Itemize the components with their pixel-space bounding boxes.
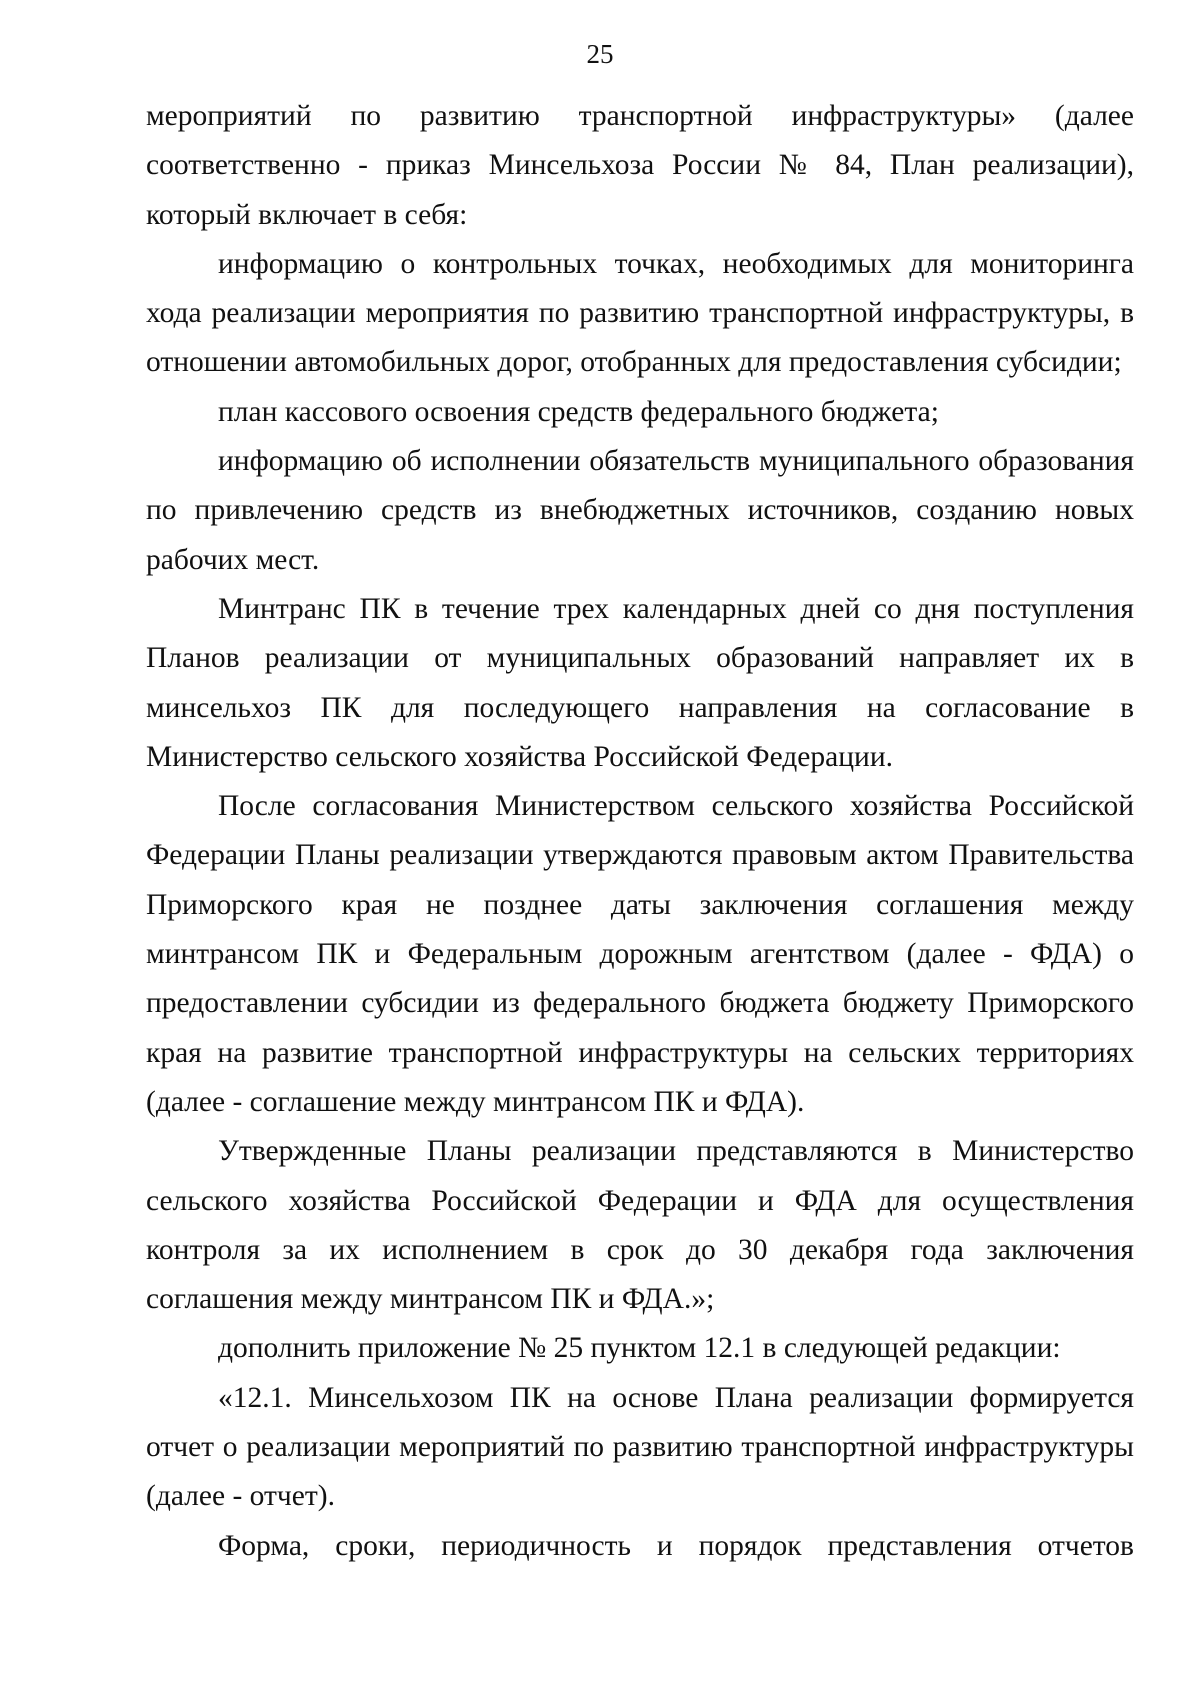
paragraph-amendment: дополнить приложение № 25 пунктом 12.1 в следующей редакции: (218, 1332, 1061, 1365)
paragraph-cash-plan: план кассового освоения средств федерального бюджета; (218, 395, 939, 428)
page-number: 25 (586, 39, 614, 69)
paragraph-control-points: информацию о контрольных точках, необходимых для мониторинга хода реализации мероприятия по развитию транспортной инфраструктуры, в отношении автомобильных дорог, отобранных для предоставления субсидии; (146, 247, 1134, 379)
paragraph-continuation: мероприятий по развитию транспортной инфраструктуры» (далее соответственно - приказ Минсельхоза России № 84, План реализации), который включает в себя: (146, 100, 1134, 231)
paragraph-mintrans-submission: Минтранс ПК в течение трех календарных дней со дня поступления Планов реализации от муниципальных образований направляет их в минсельхоз ПК для последующего направления на согласование в Министерство сельского хозяйства Российской Федерации. (146, 592, 1134, 773)
paragraph-item-12-1: «12.1. Минсельхозом ПК на основе Плана реализации формируется отчет о реализации мероприятий по развитию транспортной инфраструктуры (далее - отчет). (146, 1381, 1134, 1513)
paragraph-report-form: Форма, сроки, периодичность и порядок представления отчетов (218, 1529, 1134, 1562)
paragraph-approved-plans: Утвержденные Планы реализации представляются в Министерство сельского хозяйства Российской Федерации и ФДА для осуществления контроля за их исполнением в срок до 30 декабря года заключения соглашения между минтрансом ПК и ФДА.»; (146, 1135, 1134, 1316)
document-body (146, 92, 1134, 1571)
paragraph-approval: После согласования Министерством сельского хозяйства Российской Федерации Планы реализации утверждаются правовым актом Правительства Приморского края не позднее даты заключения соглашения между минтрансом ПК и Федеральным дорожным агентством (далее - ФДА) о предоставлении субсидии из федерального бюджета бюджету Приморского края на развитие транспортной инфраструктуры на сельских территориях (далее - соглашение между минтрансом ПК и ФДА). (146, 790, 1134, 1118)
paragraph-obligations: информацию об исполнении обязательств муниципального образования по привлечению средств из внебюджетных источников, созданию новых рабочих мест. (146, 445, 1134, 576)
